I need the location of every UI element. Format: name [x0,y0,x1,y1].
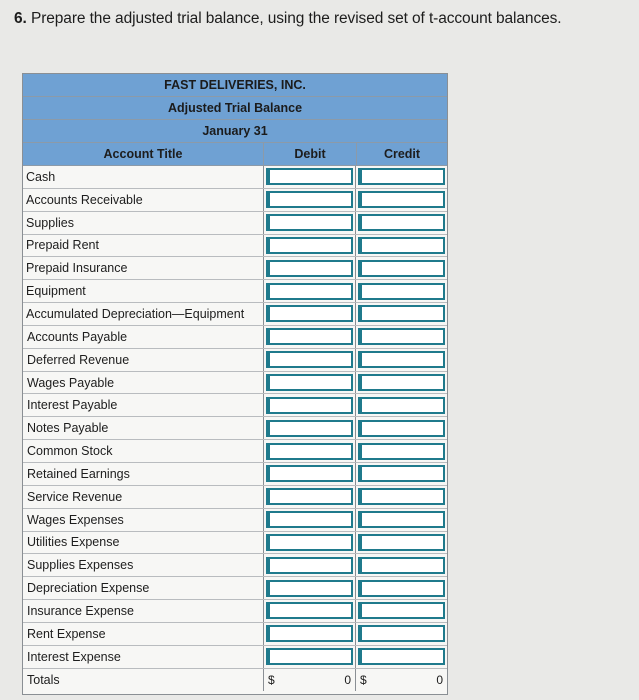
debit-dollar-sign: $ [268,672,275,687]
debit-cell [263,554,355,576]
account-title-cell: Deferred Revenue [27,352,130,367]
account-title-cell: Utilities Expense [27,535,120,550]
account-title-cell: Rent Expense [27,626,106,641]
credit-amount-input[interactable] [358,260,445,277]
totals-row [23,669,447,692]
credit-cell [355,212,447,234]
credit-cell [355,532,447,554]
credit-amount-input[interactable] [358,351,445,368]
debit-amount-input[interactable] [266,465,353,482]
debit-amount-input[interactable] [266,420,353,437]
question-body: Prepare the adjusted trial balance, using the revised set of t-account balances. [30,10,562,27]
table-row [23,166,447,189]
account-title-cell: Accumulated Depreciation—Equipment [26,306,245,321]
debit-amount-input[interactable] [266,443,353,460]
credit-cell [355,440,447,462]
credit-cell [355,303,447,325]
debit-amount-input[interactable] [266,260,353,277]
account-title-cell: Depreciation Expense [27,581,150,596]
question-number: 6. [14,10,27,27]
credit-amount-input[interactable] [358,420,445,437]
debit-amount-input[interactable] [266,374,353,391]
table-row [23,372,447,395]
totals-label: Totals [27,672,60,687]
debit-amount-input[interactable] [266,168,353,185]
credit-cell [355,577,447,599]
column-header-row [23,143,447,166]
debit-amount-input[interactable] [266,328,353,345]
account-title-cell: Notes Payable [27,421,109,436]
trial-balance-worksheet [22,73,448,695]
debit-amount-input[interactable] [266,602,353,619]
table-row [23,394,447,417]
table-row [23,257,447,280]
debit-amount-input[interactable] [266,580,353,597]
table-row [23,326,447,349]
account-title-cell: Supplies Expenses [27,558,134,573]
table-row [23,349,447,372]
account-title-cell: Prepaid Rent [26,238,99,253]
debit-amount-input[interactable] [266,534,353,551]
table-row [23,509,447,532]
debit-cell [263,486,355,508]
debit-cell [263,372,355,394]
account-title-cell: Service Revenue [27,489,123,504]
debit-cell [263,440,355,462]
credit-amount-input[interactable] [358,534,445,551]
credit-cell [355,326,447,348]
credit-cell [355,280,447,302]
credit-amount-input[interactable] [358,625,445,642]
credit-amount-input[interactable] [358,168,445,185]
account-title-cell: Accounts Payable [27,329,128,344]
debit-amount-input[interactable] [266,305,353,322]
company-name: FAST DELIVERIES, INC. [23,74,447,97]
credit-cell [355,394,447,416]
debit-cell [263,509,355,531]
credit-amount-input[interactable] [358,305,445,322]
account-title-cell: Prepaid Insurance [26,261,128,276]
debit-cell [263,600,355,622]
debit-cell [263,303,355,325]
credit-cell [355,486,447,508]
credit-amount-input[interactable] [358,374,445,391]
account-title-cell: Accounts Receivable [26,192,143,207]
debit-cell [263,463,355,485]
credit-cell [355,372,447,394]
table-row [23,212,447,235]
debit-amount-input[interactable] [266,557,353,574]
credit-amount-input[interactable] [358,191,445,208]
account-title-cell: Common Stock [27,444,113,459]
account-title-cell: Wages Expenses [27,512,124,527]
debit-cell [263,646,355,668]
credit-amount-input[interactable] [358,328,445,345]
table-row [23,577,447,600]
table-row [23,600,447,623]
debit-amount-input[interactable] [266,283,353,300]
debit-amount-input[interactable] [266,191,353,208]
credit-amount-input[interactable] [358,488,445,505]
credit-amount-input[interactable] [358,214,445,231]
debit-cell [263,326,355,348]
debit-amount-input[interactable] [266,488,353,505]
credit-cell [355,417,447,439]
debit-cell [263,189,355,211]
account-title-cell: Interest Payable [27,398,118,413]
table-row [23,235,447,258]
table-row [23,532,447,555]
account-title-cell: Cash [26,169,56,184]
credit-amount-input[interactable] [358,443,445,460]
statement-date: January 31 [23,120,447,143]
debit-cell [263,212,355,234]
credit-amount-input[interactable] [358,511,445,528]
debit-cell [263,394,355,416]
credit-total-value: 0 [436,672,443,687]
table-row [23,463,447,486]
credit-cell [355,646,447,668]
table-row [23,303,447,326]
table-row [23,280,447,303]
credit-amount-input[interactable] [358,648,445,665]
account-title-cell: Supplies [26,215,74,230]
debit-cell [263,280,355,302]
debit-cell [263,166,355,188]
account-title-cell: Equipment [26,284,86,299]
credit-cell [355,463,447,485]
credit-cell [355,600,447,622]
credit-amount-input[interactable] [358,602,445,619]
credit-total-cell [355,669,447,692]
account-title-cell: Interest Expense [27,649,121,664]
debit-total-value: 0 [344,672,351,687]
account-title-cell: Wages Payable [27,375,115,390]
credit-cell [355,166,447,188]
debit-header: Debit [263,143,356,165]
credit-amount-input[interactable] [358,465,445,482]
question-text [14,10,561,28]
credit-amount-input[interactable] [358,557,445,574]
account-rows [23,166,447,691]
credit-cell [355,235,447,257]
table-row [23,417,447,440]
debit-cell [263,577,355,599]
debit-cell [263,235,355,257]
account-title-cell: Insurance Expense [27,603,135,618]
statement-title: Adjusted Trial Balance [23,97,447,120]
credit-cell [355,257,447,279]
debit-amount-input[interactable] [266,237,353,254]
credit-cell [355,623,447,645]
table-row [23,189,447,212]
account-title-header: Account Title [103,147,183,161]
credit-amount-input[interactable] [358,237,445,254]
credit-dollar-sign: $ [360,672,367,687]
credit-cell [355,509,447,531]
credit-cell [355,349,447,371]
table-row [23,554,447,577]
credit-cell [355,189,447,211]
debit-total-cell [263,669,355,692]
debit-amount-input[interactable] [266,625,353,642]
debit-cell [263,532,355,554]
debit-amount-input[interactable] [266,214,353,231]
table-row [23,646,447,669]
credit-amount-input[interactable] [358,397,445,414]
debit-amount-input[interactable] [266,351,353,368]
credit-amount-input[interactable] [358,283,445,300]
debit-cell [263,417,355,439]
debit-cell [263,623,355,645]
debit-amount-input[interactable] [266,648,353,665]
credit-amount-input[interactable] [358,580,445,597]
debit-cell [263,257,355,279]
debit-cell [263,349,355,371]
table-row [23,486,447,509]
table-row [23,623,447,646]
credit-header: Credit [356,143,447,165]
debit-amount-input[interactable] [266,397,353,414]
account-title-cell: Retained Earnings [27,466,130,481]
debit-amount-input[interactable] [266,511,353,528]
credit-cell [355,554,447,576]
table-row [23,440,447,463]
